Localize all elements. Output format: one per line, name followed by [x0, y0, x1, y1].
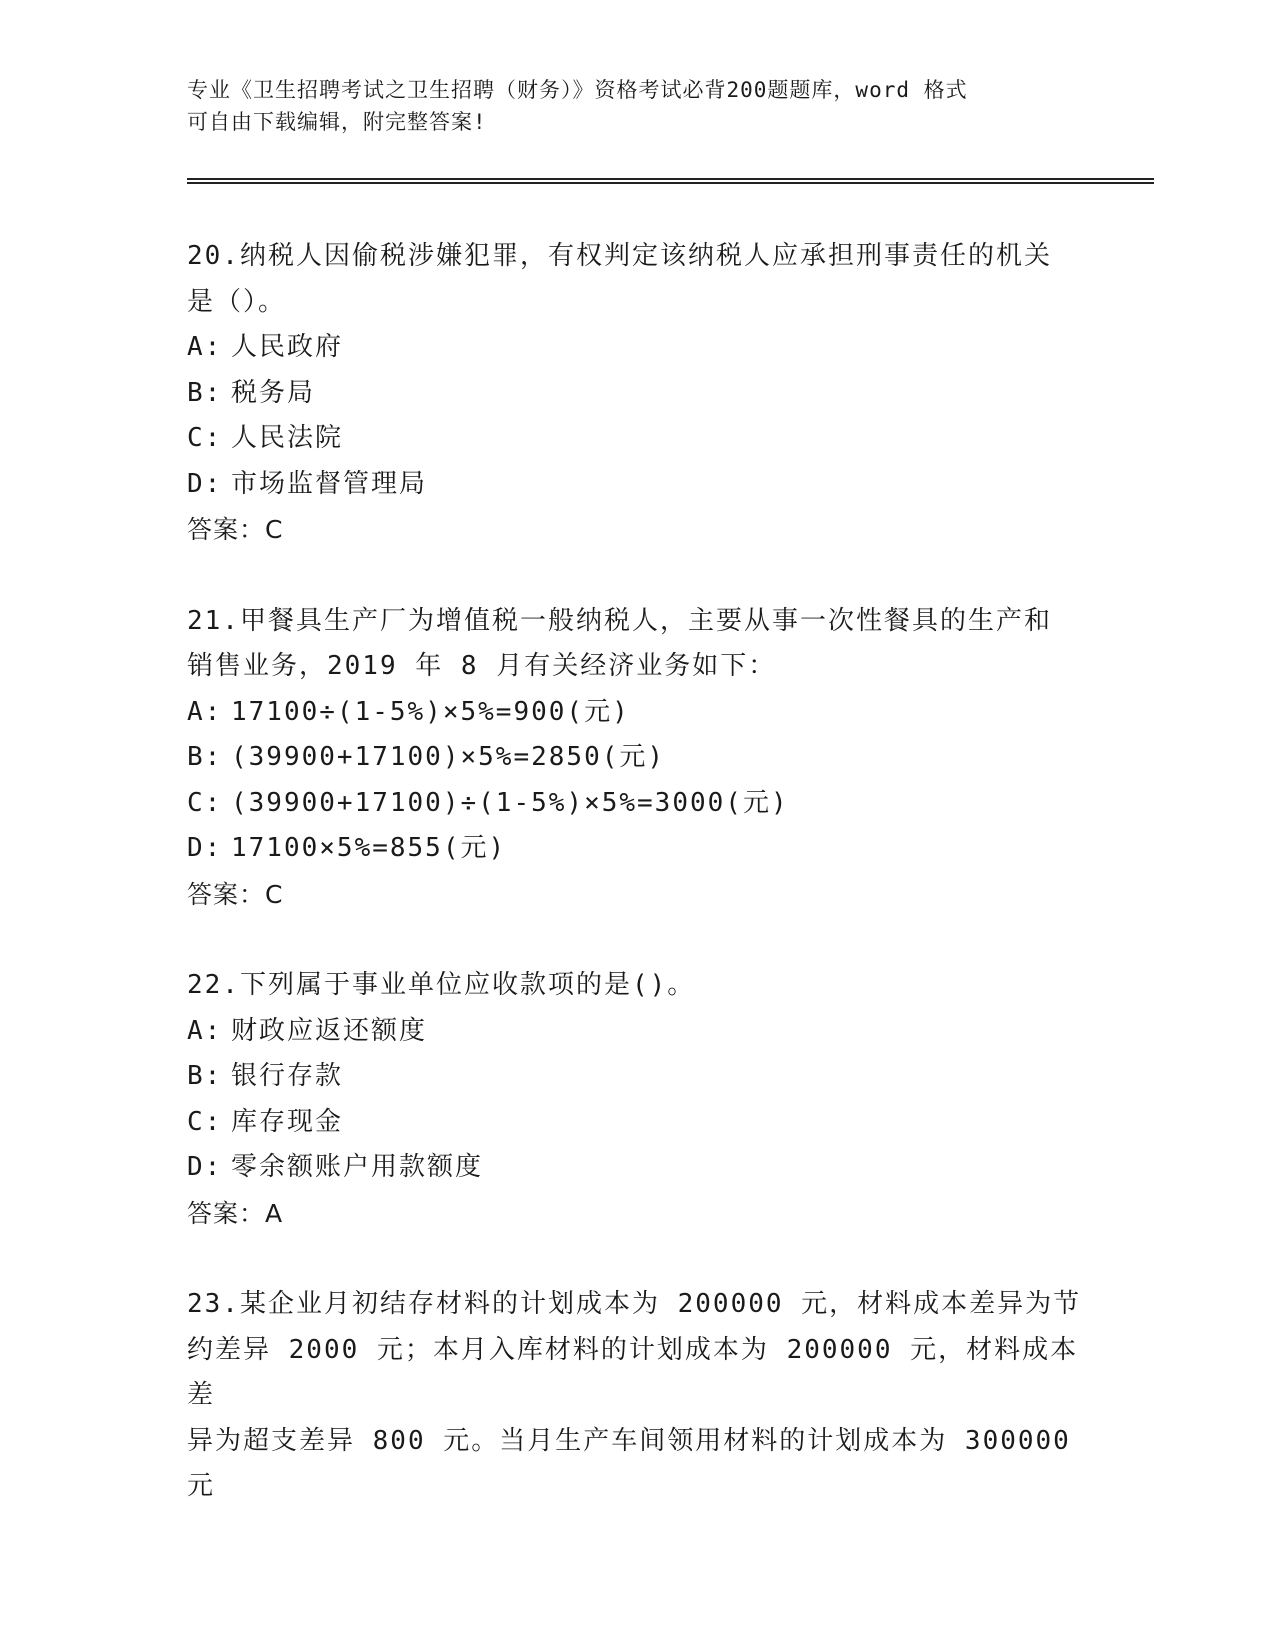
- option-text: 人民政府: [231, 332, 344, 362]
- option-letter: D:: [187, 1152, 223, 1182]
- question-21: [187, 599, 1087, 918]
- option-letter: C:: [187, 423, 223, 453]
- answer-line: 答案：C: [187, 879, 284, 909]
- option-text: 零余额账户用款额度: [231, 1152, 484, 1182]
- question-stem-line: 异为超支差异 800 元。当月生产车间领用材料的计划成本为 300000 元: [187, 1425, 1071, 1501]
- option-c: [187, 1100, 1087, 1146]
- option-a: [187, 690, 1087, 736]
- option-text: 17100×5%=855(元): [231, 833, 507, 863]
- option-letter: C:: [187, 787, 223, 818]
- option-text: 财政应返还额度: [231, 1015, 428, 1046]
- option-letter: D:: [187, 833, 223, 863]
- question-stem-line: 23.某企业月初结存材料的计划成本为 200000 元，材料成本差异为节: [187, 1289, 1082, 1319]
- option-letter: A:: [187, 696, 223, 727]
- header-double-rule: [187, 178, 1154, 184]
- header-line-2: 可自由下载编辑，附完整答案!: [187, 110, 487, 134]
- option-text: (39900+17100)÷(1-5%)×5%=3000(元): [231, 787, 789, 818]
- option-text: (39900+17100)×5%=2850(元): [231, 742, 666, 772]
- question-stem-line: 22.下列属于事业单位应收款项的是()。: [187, 970, 696, 1000]
- question-list: [187, 234, 1087, 1556]
- option-text: 税务局: [231, 377, 316, 408]
- option-letter: B:: [187, 742, 223, 772]
- question-stem-line: 20.纳税人因偷税涉嫌犯罪，有权判定该纳税人应承担刑事责任的机关: [187, 241, 1052, 271]
- option-text: 17100÷(1-5%)×5%=900(元): [231, 696, 630, 727]
- option-letter: D:: [187, 468, 223, 499]
- question-23: [187, 1282, 1087, 1510]
- option-b: [187, 371, 1087, 417]
- option-c: [187, 416, 1087, 462]
- question-stem-line: 约差异 2000 元；本月入库材料的计划成本为 200000 元，材料成本差: [187, 1334, 1079, 1410]
- option-c: [187, 781, 1087, 827]
- answer-line: 答案：C: [187, 515, 284, 544]
- option-b: [187, 1054, 1087, 1100]
- option-letter: A:: [187, 1015, 223, 1046]
- document-header: [187, 74, 1087, 138]
- option-letter: C:: [187, 1106, 223, 1137]
- option-letter: B:: [187, 1061, 223, 1091]
- option-letter: B:: [187, 377, 223, 408]
- option-a: [187, 1009, 1087, 1055]
- option-letter: A:: [187, 332, 223, 362]
- question-stem-line: 是（）。: [187, 286, 287, 317]
- option-text: 银行存款: [231, 1061, 344, 1091]
- option-d: [187, 826, 1087, 872]
- option-text: 库存现金: [231, 1106, 344, 1137]
- question-stem-line: 21.甲餐具生产厂为增值税一般纳税人，主要从事一次性餐具的生产和: [187, 605, 1052, 636]
- option-text: 人民法院: [231, 423, 344, 453]
- question-stem-line: 销售业务，2019 年 8 月有关经济业务如下：: [187, 651, 777, 681]
- option-d: [187, 1145, 1087, 1191]
- option-d: [187, 462, 1087, 508]
- option-b: [187, 735, 1087, 781]
- question-20: [187, 234, 1087, 553]
- option-text: 市场监督管理局: [231, 468, 428, 499]
- header-line-1: 专业《卫生招聘考试之卫生招聘（财务）》资格考试必背200题题库，word 格式: [187, 78, 968, 102]
- answer-line: 答案：A: [187, 1198, 284, 1228]
- question-22: [187, 963, 1087, 1236]
- option-a: [187, 325, 1087, 371]
